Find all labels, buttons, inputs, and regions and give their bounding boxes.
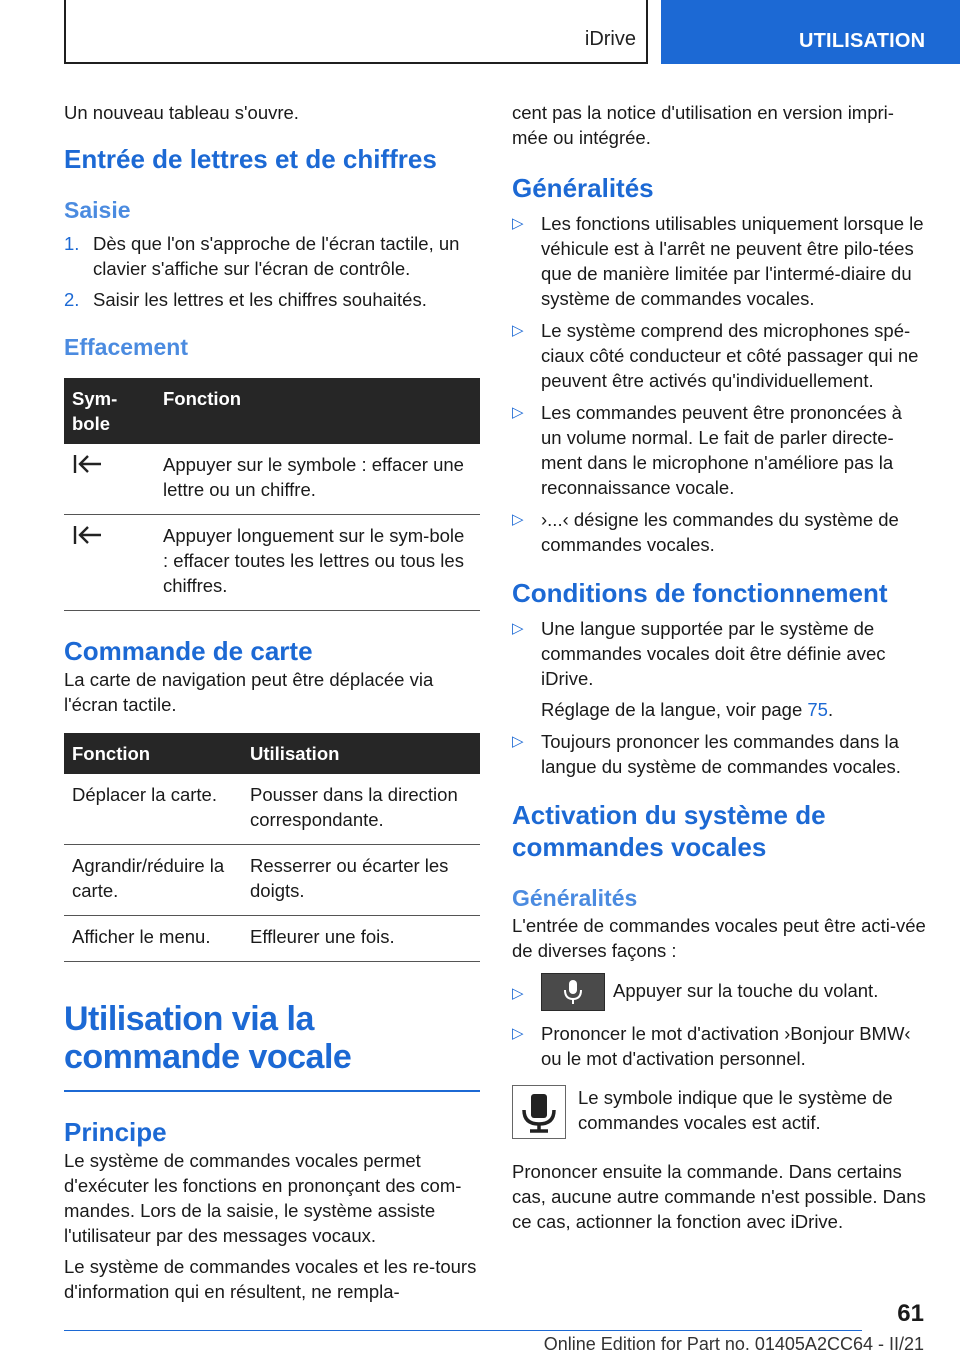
table-row: Déplacer la carte. Pousser dans la direction correspondante. xyxy=(64,774,480,845)
bullet-triangle-icon: ▷ xyxy=(512,985,524,1002)
list-item: ▷ Prononcer le mot d'activation ›Bonjour BMW‹ ou le mot d'activation personnel. xyxy=(512,1023,911,1069)
mic-note-text: Le symbole indique que le système de commandes vocales est actif. xyxy=(578,1087,893,1133)
heading-vocale: Utilisation via la commande vocale xyxy=(64,1000,352,1076)
table-header: Fonction xyxy=(64,733,242,774)
heading-generalites: Généralités xyxy=(512,173,654,203)
microphone-icon xyxy=(512,1085,566,1139)
bullet-triangle-icon: ▷ xyxy=(512,322,524,339)
principe-paragraph: Le système de commandes vocales et les re-tours d'information qui en résultent, ne rempla- xyxy=(64,1256,477,1302)
steps-list xyxy=(64,231,480,312)
backspace-icon xyxy=(72,452,104,476)
generalites-list xyxy=(512,211,926,557)
activation-list xyxy=(512,973,926,1071)
left-column xyxy=(64,100,480,1304)
mic-note xyxy=(512,1085,926,1141)
activation-intro: L'entrée de commandes vocales peut être acti-vée de diverses façons : xyxy=(512,915,926,961)
heading-effacement: Effacement xyxy=(64,334,188,360)
table-header: Fonction xyxy=(155,378,480,444)
table-row: Appuyer longuement sur le sym-bole : effacer toutes les lettres ou tous les chiffres. xyxy=(64,515,480,611)
final-paragraph: Prononcer ensuite la commande. Dans certains cas, aucune autre commande n'est possible. Dans ce cas, actionner la fonction avec iDrive. xyxy=(512,1161,926,1232)
header-chapter-tab xyxy=(661,0,960,64)
conditions-list xyxy=(512,616,926,779)
list-item: ▷ Les fonctions utilisables uniquement lorsque le véhicule est à l'arrêt ne peuvent être pilo-tées que de manière limitée par l'intermé-diaire du système de commandes vocales. xyxy=(512,213,924,309)
heading-principe: Principe xyxy=(64,1117,167,1147)
list-item: ▷ Une langue supportée par le système de commandes vocales doit être définie avec iDrive. Réglage de la langue, voir page 75. xyxy=(512,616,926,722)
list-item: 1. Dès que l'on s'approche de l'écran tactile, un clavier s'affiche sur l'écran de contrôle. xyxy=(64,233,460,279)
table-header: Utilisation xyxy=(242,733,480,774)
bullet-triangle-icon: ▷ xyxy=(512,511,524,528)
bullet-triangle-icon: ▷ xyxy=(512,1025,524,1042)
list-item: ▷ ›...‹ désigne les commandes du système de commandes vocales. xyxy=(512,509,899,555)
right-column xyxy=(512,100,926,1234)
page-number: 61 xyxy=(897,1300,924,1327)
heading-rule xyxy=(64,1090,480,1092)
table-row: Agrandir/réduire la carte. Resserrer ou écarter les doigts. xyxy=(64,845,480,916)
erase-table xyxy=(64,378,480,611)
bullet-triangle-icon: ▷ xyxy=(512,404,524,421)
table-header: Sym- bole xyxy=(64,378,155,444)
continued-text: cent pas la notice d'utilisation en version impri-mée ou intégrée. xyxy=(512,102,894,148)
heading-activation: Activation du système de commandes vocales xyxy=(512,800,826,862)
heading-saisie: Saisie xyxy=(64,197,131,223)
header-chapter: UTILISATION xyxy=(799,30,926,52)
heading-conditions: Conditions de fonctionnement xyxy=(512,578,888,608)
heading-carte: Commande de carte xyxy=(64,636,313,666)
list-item: ▷ Les commandes peuvent être prononcées à un volume normal. Le fait de parler directe-ment dans le microphone n'améliore pas la reconnaissance vocale. xyxy=(512,402,902,498)
table-row: Afficher le menu. Effleurer une fois. xyxy=(64,916,480,962)
bullet-triangle-icon: ▷ xyxy=(512,215,524,232)
heading-entry: Entrée de lettres et de chiffres xyxy=(64,144,437,174)
list-item: ▷ Appuyer sur la touche du volant. xyxy=(512,973,926,1011)
table-row: Appuyer sur le symbole : effacer une lettre ou un chiffre. xyxy=(64,444,480,515)
carte-text: La carte de navigation peut être déplacée via l'écran tactile. xyxy=(64,669,434,715)
backspace-icon xyxy=(72,523,104,547)
list-item: ▷ Le système comprend des microphones spé-ciaux côté conducteur et côté passager qui ne peuvent être activés qu'individuellement. xyxy=(512,320,919,391)
language-reference: Réglage de la langue, voir page 75. xyxy=(541,699,834,720)
footer-edition: Online Edition for Part no. 01405A2CC64 - II/21 xyxy=(543,1334,924,1354)
header-left-box xyxy=(64,0,648,64)
heading-generalites-2: Généralités xyxy=(512,885,638,911)
list-item: 2. Saisir les lettres et les chiffres souhaités. xyxy=(64,289,427,310)
steering-voice-button-icon xyxy=(541,973,605,1011)
page-link[interactable]: 75 xyxy=(807,699,828,720)
header-section: iDrive xyxy=(584,28,636,50)
footer-rule xyxy=(64,1330,862,1331)
intro-text: Un nouveau tableau s'ouvre. xyxy=(64,102,299,123)
list-item: ▷ Toujours prononcer les commandes dans la langue du système de commandes vocales. xyxy=(512,731,901,777)
map-table xyxy=(64,733,480,962)
principe-paragraph: Le système de commandes vocales permet d'exécuter les fonctions en prononçant des com-mandes. Lors de la saisie, le système assiste l'utilisateur par des messages vocaux. xyxy=(64,1150,462,1246)
bullet-triangle-icon: ▷ xyxy=(512,620,524,637)
bullet-triangle-icon: ▷ xyxy=(512,733,524,750)
